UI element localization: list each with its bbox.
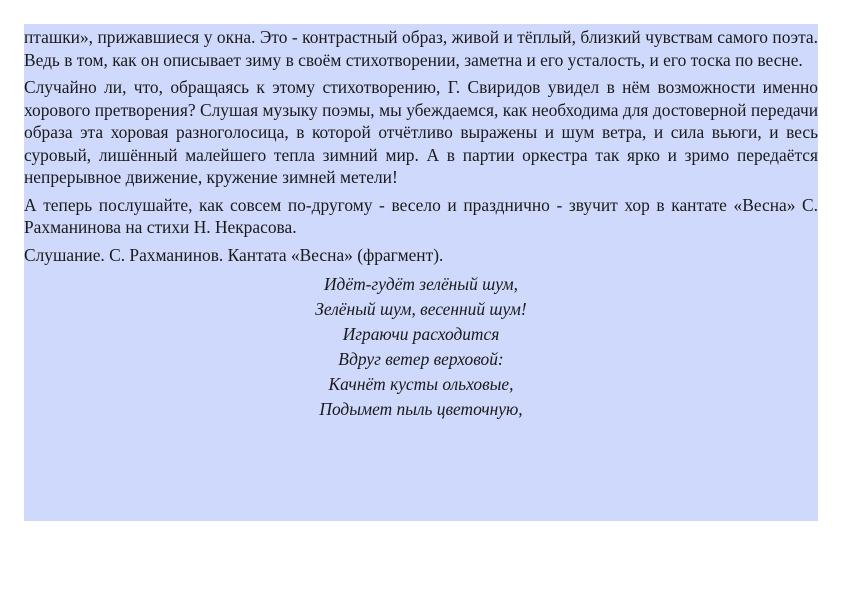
poem-line: Качнёт кусты ольховые,: [328, 374, 514, 394]
text-block: [24, 24, 818, 521]
poem-line: Подымет пыль цветочную,: [319, 399, 523, 419]
poem-line: Идёт-гудёт зелёный шум,: [324, 274, 518, 294]
paragraph-intro: пташки», прижавшиеся у окна. Это - контрастный образ, живой и тёплый, близкий чувствам самого поэта. Ведь в том, как он описывает зиму в своём стихотворении, заметна и его усталость, и его тоска по весне.: [24, 27, 818, 70]
poem-line: Вдруг ветер верховой:: [338, 349, 504, 369]
paragraph-listening: Слушание. С. Рахманинов. Кантата «Весна» (фрагмент).: [24, 244, 444, 265]
poem-line: Зелёный шум, весенний шум!: [315, 299, 527, 319]
poem-excerpt: [24, 272, 818, 422]
paragraph-sviridov: Случайно ли, что, обращаясь к этому стихотворению, Г. Свиридов увидел в нём возможности именно хорового претворения? Слушая музыку поэмы, мы убеждаемся, как необходима для достоверной передачи образа эта хоровая разноголосица, в которой отчётливо выражены и шум ветра, и сила вьюги, и весь суровый, лишённый малейшего тепла зимний мир. А в партии оркестра так ярко и зримо передаётся непрерывное движение, кружение зимней метели!: [24, 77, 818, 187]
paragraph-rachmaninov: А теперь послушайте, как совсем по-другому - весело и празднично - звучит хор в кантате «Весна» С. Рахманинова на стихи Н. Некрасова.: [24, 194, 818, 237]
poem-line: Играючи расходится: [342, 324, 500, 344]
